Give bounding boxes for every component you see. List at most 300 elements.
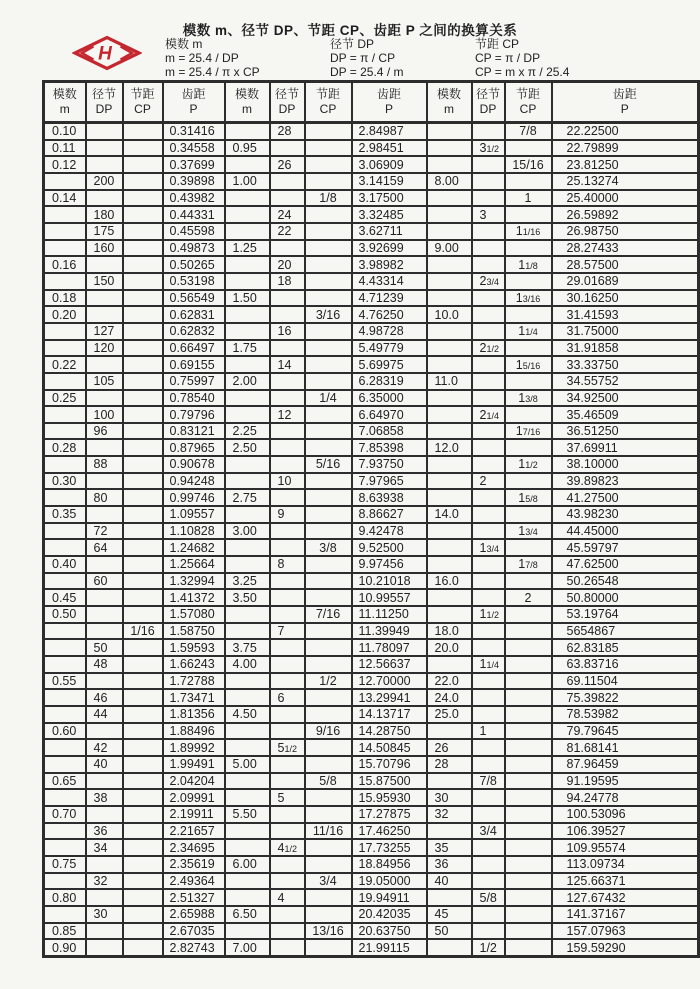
table-cell [270, 439, 305, 456]
table-cell: 1.00 [225, 173, 270, 190]
table-cell [44, 623, 86, 640]
formula-line: DP = π / CP [330, 51, 396, 66]
table-row [44, 423, 699, 440]
table-cell: 1.58750 [163, 623, 225, 640]
table-cell [427, 589, 472, 606]
table-cell [472, 256, 505, 273]
table-cell: 0.49873 [163, 240, 225, 257]
table-cell: 14 [270, 356, 305, 373]
table-row [44, 806, 699, 823]
table-cell [44, 373, 86, 390]
table-cell [505, 756, 552, 773]
table-cell: 0.16 [44, 256, 86, 273]
table-cell [427, 156, 472, 173]
table-cell: 4.98728 [352, 323, 427, 340]
formula-line: m = 25.4 / DP [165, 51, 239, 66]
table-cell [44, 173, 86, 190]
table-cell [44, 340, 86, 357]
formula-line: CP = m x π / 25.4 [475, 65, 570, 80]
table-cell: 1/2 [305, 673, 352, 690]
table-cell [270, 806, 305, 823]
column-header: 径节 DP [270, 82, 305, 123]
table-cell [123, 539, 163, 556]
table-cell [472, 390, 505, 407]
table-cell: 11/2 [472, 606, 505, 623]
table-cell [305, 523, 352, 540]
table-cell [305, 756, 352, 773]
table-cell: 51/2 [270, 739, 305, 756]
table-cell [44, 706, 86, 723]
table-cell: 2.67035 [163, 923, 225, 940]
table-cell: 0.94248 [163, 473, 225, 490]
table-cell: 44 [86, 706, 123, 723]
table-row [44, 173, 699, 190]
table-cell: 1.75 [225, 340, 270, 357]
table-cell: 80 [86, 489, 123, 506]
table-cell: 62.83185 [552, 639, 699, 656]
table-cell: 160 [86, 240, 123, 257]
table-cell [225, 306, 270, 323]
table-cell [86, 606, 123, 623]
table-cell: 0.75997 [163, 373, 225, 390]
table-cell: 36 [427, 856, 472, 873]
table-cell [472, 756, 505, 773]
table-cell [123, 173, 163, 190]
table-cell: 72 [86, 523, 123, 540]
table-cell: 150 [86, 273, 123, 290]
table-cell: 1.25 [225, 240, 270, 257]
table-row [44, 390, 699, 407]
formula-block-module [165, 38, 260, 80]
table-cell: 10.21018 [352, 573, 427, 590]
table-cell [305, 939, 352, 956]
table-row [44, 323, 699, 340]
table-cell: 12.56637 [352, 656, 427, 673]
table-cell: 11.78097 [352, 639, 427, 656]
table-cell: 31.91858 [552, 340, 699, 357]
table-cell [123, 773, 163, 790]
table-cell: 3.98982 [352, 256, 427, 273]
table-cell: 1.09557 [163, 506, 225, 523]
table-cell [270, 639, 305, 656]
table-cell [86, 156, 123, 173]
table-cell [472, 639, 505, 656]
table-cell [472, 323, 505, 340]
table-cell: 30 [86, 906, 123, 923]
column-header: 模数 m [225, 82, 270, 123]
table-cell: 4.00 [225, 656, 270, 673]
table-cell: 1.73471 [163, 689, 225, 706]
table-cell: 13/16 [505, 290, 552, 307]
table-cell: 32 [427, 806, 472, 823]
table-cell [123, 823, 163, 840]
table-cell [305, 373, 352, 390]
table-cell: 0.50 [44, 606, 86, 623]
table-cell: 0.10 [44, 123, 86, 140]
table-cell [44, 406, 86, 423]
table-cell [305, 906, 352, 923]
table-cell [123, 473, 163, 490]
table-cell [270, 573, 305, 590]
table-cell [305, 140, 352, 157]
table-cell: 10 [270, 473, 305, 490]
table-cell [123, 739, 163, 756]
table-cell [305, 406, 352, 423]
table-cell [427, 256, 472, 273]
table-cell [505, 923, 552, 940]
table-cell: 26.59892 [552, 206, 699, 223]
table-cell [225, 539, 270, 556]
table-row [44, 923, 699, 940]
table-cell [123, 373, 163, 390]
table-cell [505, 773, 552, 790]
table-cell [505, 539, 552, 556]
table-cell [472, 223, 505, 240]
table-cell: 26 [270, 156, 305, 173]
table-cell: 100.53096 [552, 806, 699, 823]
table-cell [505, 623, 552, 640]
table-cell: 45 [427, 906, 472, 923]
table-cell: 3.32485 [352, 206, 427, 223]
table-cell: 200 [86, 173, 123, 190]
table-cell [472, 839, 505, 856]
table-cell: 0.31416 [163, 123, 225, 140]
table-cell: 1.10828 [163, 523, 225, 540]
table-cell [123, 140, 163, 157]
table-cell: 0.44331 [163, 206, 225, 223]
column-header: 节距 CP [305, 82, 352, 123]
table-cell: 0.56549 [163, 290, 225, 307]
table-cell: 9.97456 [352, 556, 427, 573]
formula-line: m = 25.4 / π x CP [165, 65, 260, 80]
table-cell [44, 639, 86, 656]
table-cell [472, 856, 505, 873]
table-cell: 23.81250 [552, 156, 699, 173]
table-cell [305, 206, 352, 223]
table-cell [505, 873, 552, 890]
table-cell [305, 839, 352, 856]
table-cell: 0.12 [44, 156, 86, 173]
table-cell [225, 556, 270, 573]
table-cell: 0.20 [44, 306, 86, 323]
column-header: 齿距 P [552, 82, 699, 123]
table-cell: 3/16 [305, 306, 352, 323]
table-cell [505, 506, 552, 523]
column-header: 齿距 P [163, 82, 225, 123]
table-cell [225, 223, 270, 240]
table-cell [427, 606, 472, 623]
table-cell: 0.45 [44, 589, 86, 606]
table-row [44, 456, 699, 473]
column-header: 齿距 P [352, 82, 427, 123]
table-row [44, 373, 699, 390]
table-cell: 6.28319 [352, 373, 427, 390]
table-cell: 1 [472, 723, 505, 740]
table-cell [472, 240, 505, 257]
table-cell [123, 306, 163, 323]
table-cell [225, 256, 270, 273]
table-cell: 23/4 [472, 273, 505, 290]
table-cell: 34.55752 [552, 373, 699, 390]
table-cell [123, 723, 163, 740]
table-cell [472, 173, 505, 190]
table-cell: 1.89992 [163, 739, 225, 756]
table-cell: 5654867 [552, 623, 699, 640]
table-cell [270, 390, 305, 407]
table-cell: 2.49364 [163, 873, 225, 890]
table-cell [225, 456, 270, 473]
table-cell [86, 923, 123, 940]
table-cell [270, 173, 305, 190]
table-cell: 3.06909 [352, 156, 427, 173]
table-cell: 5.69975 [352, 356, 427, 373]
table-cell: 3.00 [225, 523, 270, 540]
table-cell [505, 806, 552, 823]
table-cell: 39.89823 [552, 473, 699, 490]
table-cell: 34.92500 [552, 390, 699, 407]
table-cell: 105 [86, 373, 123, 390]
formula-heading: 径节 DP [330, 37, 375, 51]
table-cell [427, 323, 472, 340]
table-cell [44, 689, 86, 706]
table-cell: 7/8 [472, 773, 505, 790]
table-cell: 127 [86, 323, 123, 340]
table-cell: 1.88496 [163, 723, 225, 740]
table-cell: 2.34695 [163, 839, 225, 856]
table-cell [123, 706, 163, 723]
table-cell: 8.63938 [352, 489, 427, 506]
table-cell: 2.09991 [163, 789, 225, 806]
table-cell [225, 889, 270, 906]
table-cell [225, 390, 270, 407]
table-cell [505, 823, 552, 840]
table-cell [270, 673, 305, 690]
table-cell: 15/16 [505, 356, 552, 373]
table-cell [123, 839, 163, 856]
table-cell [86, 856, 123, 873]
table-cell [505, 706, 552, 723]
table-row [44, 556, 699, 573]
formula-heading: 节距 CP [475, 37, 520, 51]
table-cell: 25.40000 [552, 190, 699, 207]
table-cell [270, 606, 305, 623]
table-cell [305, 240, 352, 257]
table-cell [427, 523, 472, 540]
table-row [44, 723, 699, 740]
table-cell: 1.99491 [163, 756, 225, 773]
table-cell [270, 856, 305, 873]
table-cell: 6.35000 [352, 390, 427, 407]
table-cell [472, 489, 505, 506]
table-cell [123, 340, 163, 357]
table-row [44, 356, 699, 373]
table-cell: 0.11 [44, 140, 86, 157]
table-cell: 0.90 [44, 939, 86, 956]
table-cell [86, 889, 123, 906]
table-cell [123, 756, 163, 773]
table-cell: 4.76250 [352, 306, 427, 323]
table-cell [505, 939, 552, 956]
table-cell: 36 [86, 823, 123, 840]
table-cell [44, 489, 86, 506]
table-cell [472, 373, 505, 390]
table-cell: 1/16 [123, 623, 163, 640]
table-cell [427, 273, 472, 290]
table-cell: 94.24778 [552, 789, 699, 806]
table-cell: 0.85 [44, 923, 86, 940]
table-cell [86, 256, 123, 273]
table-row [44, 606, 699, 623]
table-cell: 15/16 [505, 156, 552, 173]
table-cell: 18.0 [427, 623, 472, 640]
table-cell: 0.79796 [163, 406, 225, 423]
table-cell [123, 489, 163, 506]
table-cell: 8 [270, 556, 305, 573]
table-header-row [44, 82, 699, 123]
table-cell: 3/4 [472, 823, 505, 840]
table-cell [427, 723, 472, 740]
table-cell [427, 489, 472, 506]
table-cell [270, 489, 305, 506]
table-cell: 2 [505, 589, 552, 606]
table-cell [86, 123, 123, 140]
table-cell: 1.24682 [163, 539, 225, 556]
table-cell [427, 539, 472, 556]
table-row [44, 256, 699, 273]
table-cell [427, 939, 472, 956]
table-cell [427, 423, 472, 440]
table-cell: 1.66243 [163, 656, 225, 673]
table-row [44, 523, 699, 540]
table-cell [44, 223, 86, 240]
table-cell: 11/16 [305, 823, 352, 840]
table-cell [123, 223, 163, 240]
table-cell: 4.43314 [352, 273, 427, 290]
table-cell: 2.98451 [352, 140, 427, 157]
table-cell [123, 356, 163, 373]
table-cell [86, 356, 123, 373]
table-cell [225, 206, 270, 223]
table-cell [305, 889, 352, 906]
table-cell [44, 273, 86, 290]
table-cell: 0.65 [44, 773, 86, 790]
table-cell [123, 556, 163, 573]
table-cell [270, 190, 305, 207]
table-cell [123, 506, 163, 523]
table-cell [472, 923, 505, 940]
table-row [44, 206, 699, 223]
table-cell [44, 739, 86, 756]
table-cell [305, 639, 352, 656]
table-cell: 0.69155 [163, 356, 225, 373]
table-cell: 41.27500 [552, 489, 699, 506]
table-cell [86, 773, 123, 790]
table-row [44, 489, 699, 506]
table-cell: 1.72788 [163, 673, 225, 690]
table-cell [427, 823, 472, 840]
table-cell [123, 523, 163, 540]
table-cell: 1.25664 [163, 556, 225, 573]
table-cell [270, 756, 305, 773]
table-cell [123, 889, 163, 906]
table-row [44, 756, 699, 773]
table-cell: 3.17500 [352, 190, 427, 207]
table-cell [305, 689, 352, 706]
table-cell: 50.80000 [552, 589, 699, 606]
table-cell [505, 439, 552, 456]
table-row [44, 140, 699, 157]
table-cell: 11.0 [427, 373, 472, 390]
table-cell [123, 123, 163, 140]
table-cell: 38 [86, 789, 123, 806]
table-cell [123, 906, 163, 923]
table-cell: 0.50265 [163, 256, 225, 273]
table-cell [270, 423, 305, 440]
table-cell: 6.00 [225, 856, 270, 873]
table-cell [123, 390, 163, 407]
table-cell [270, 306, 305, 323]
table-cell: 15.87500 [352, 773, 427, 790]
table-cell [472, 706, 505, 723]
table-cell [427, 123, 472, 140]
table-cell [225, 873, 270, 890]
table-cell [305, 506, 352, 523]
table-cell: 3.75 [225, 639, 270, 656]
table-cell: 20 [270, 256, 305, 273]
table-cell: 109.95574 [552, 839, 699, 856]
table-cell: 24 [270, 206, 305, 223]
table-cell [270, 873, 305, 890]
table-cell [225, 823, 270, 840]
table-cell: 9.00 [427, 240, 472, 257]
table-cell: 28.57500 [552, 256, 699, 273]
table-cell [44, 839, 86, 856]
table-cell: 2.82743 [163, 939, 225, 956]
column-header: 节距 CP [505, 82, 552, 123]
table-cell [305, 856, 352, 873]
table-cell [270, 539, 305, 556]
table-cell: 2 [472, 473, 505, 490]
table-cell [427, 356, 472, 373]
table-cell: 40 [427, 873, 472, 890]
table-cell [427, 223, 472, 240]
table-cell: 5.49779 [352, 340, 427, 357]
table-cell: 6 [270, 689, 305, 706]
table-row [44, 906, 699, 923]
table-cell: 3/8 [305, 539, 352, 556]
table-cell: 64 [86, 539, 123, 556]
table-cell: 11/4 [505, 323, 552, 340]
table-cell: 17.27875 [352, 806, 427, 823]
table-cell [305, 340, 352, 357]
table-cell: 159.59290 [552, 939, 699, 956]
table-cell: 22.79899 [552, 140, 699, 157]
table-cell: 12.0 [427, 439, 472, 456]
table-cell: 9.52500 [352, 539, 427, 556]
table-cell [505, 856, 552, 873]
table-cell: 2.51327 [163, 889, 225, 906]
table-cell: 13/4 [505, 523, 552, 540]
table-cell: 17/16 [505, 423, 552, 440]
table-cell: 2.04204 [163, 773, 225, 790]
table-cell [123, 573, 163, 590]
table-cell [305, 323, 352, 340]
table-cell [427, 473, 472, 490]
table-cell: 30 [427, 789, 472, 806]
table-cell [305, 439, 352, 456]
table-cell [472, 806, 505, 823]
table-row [44, 306, 699, 323]
